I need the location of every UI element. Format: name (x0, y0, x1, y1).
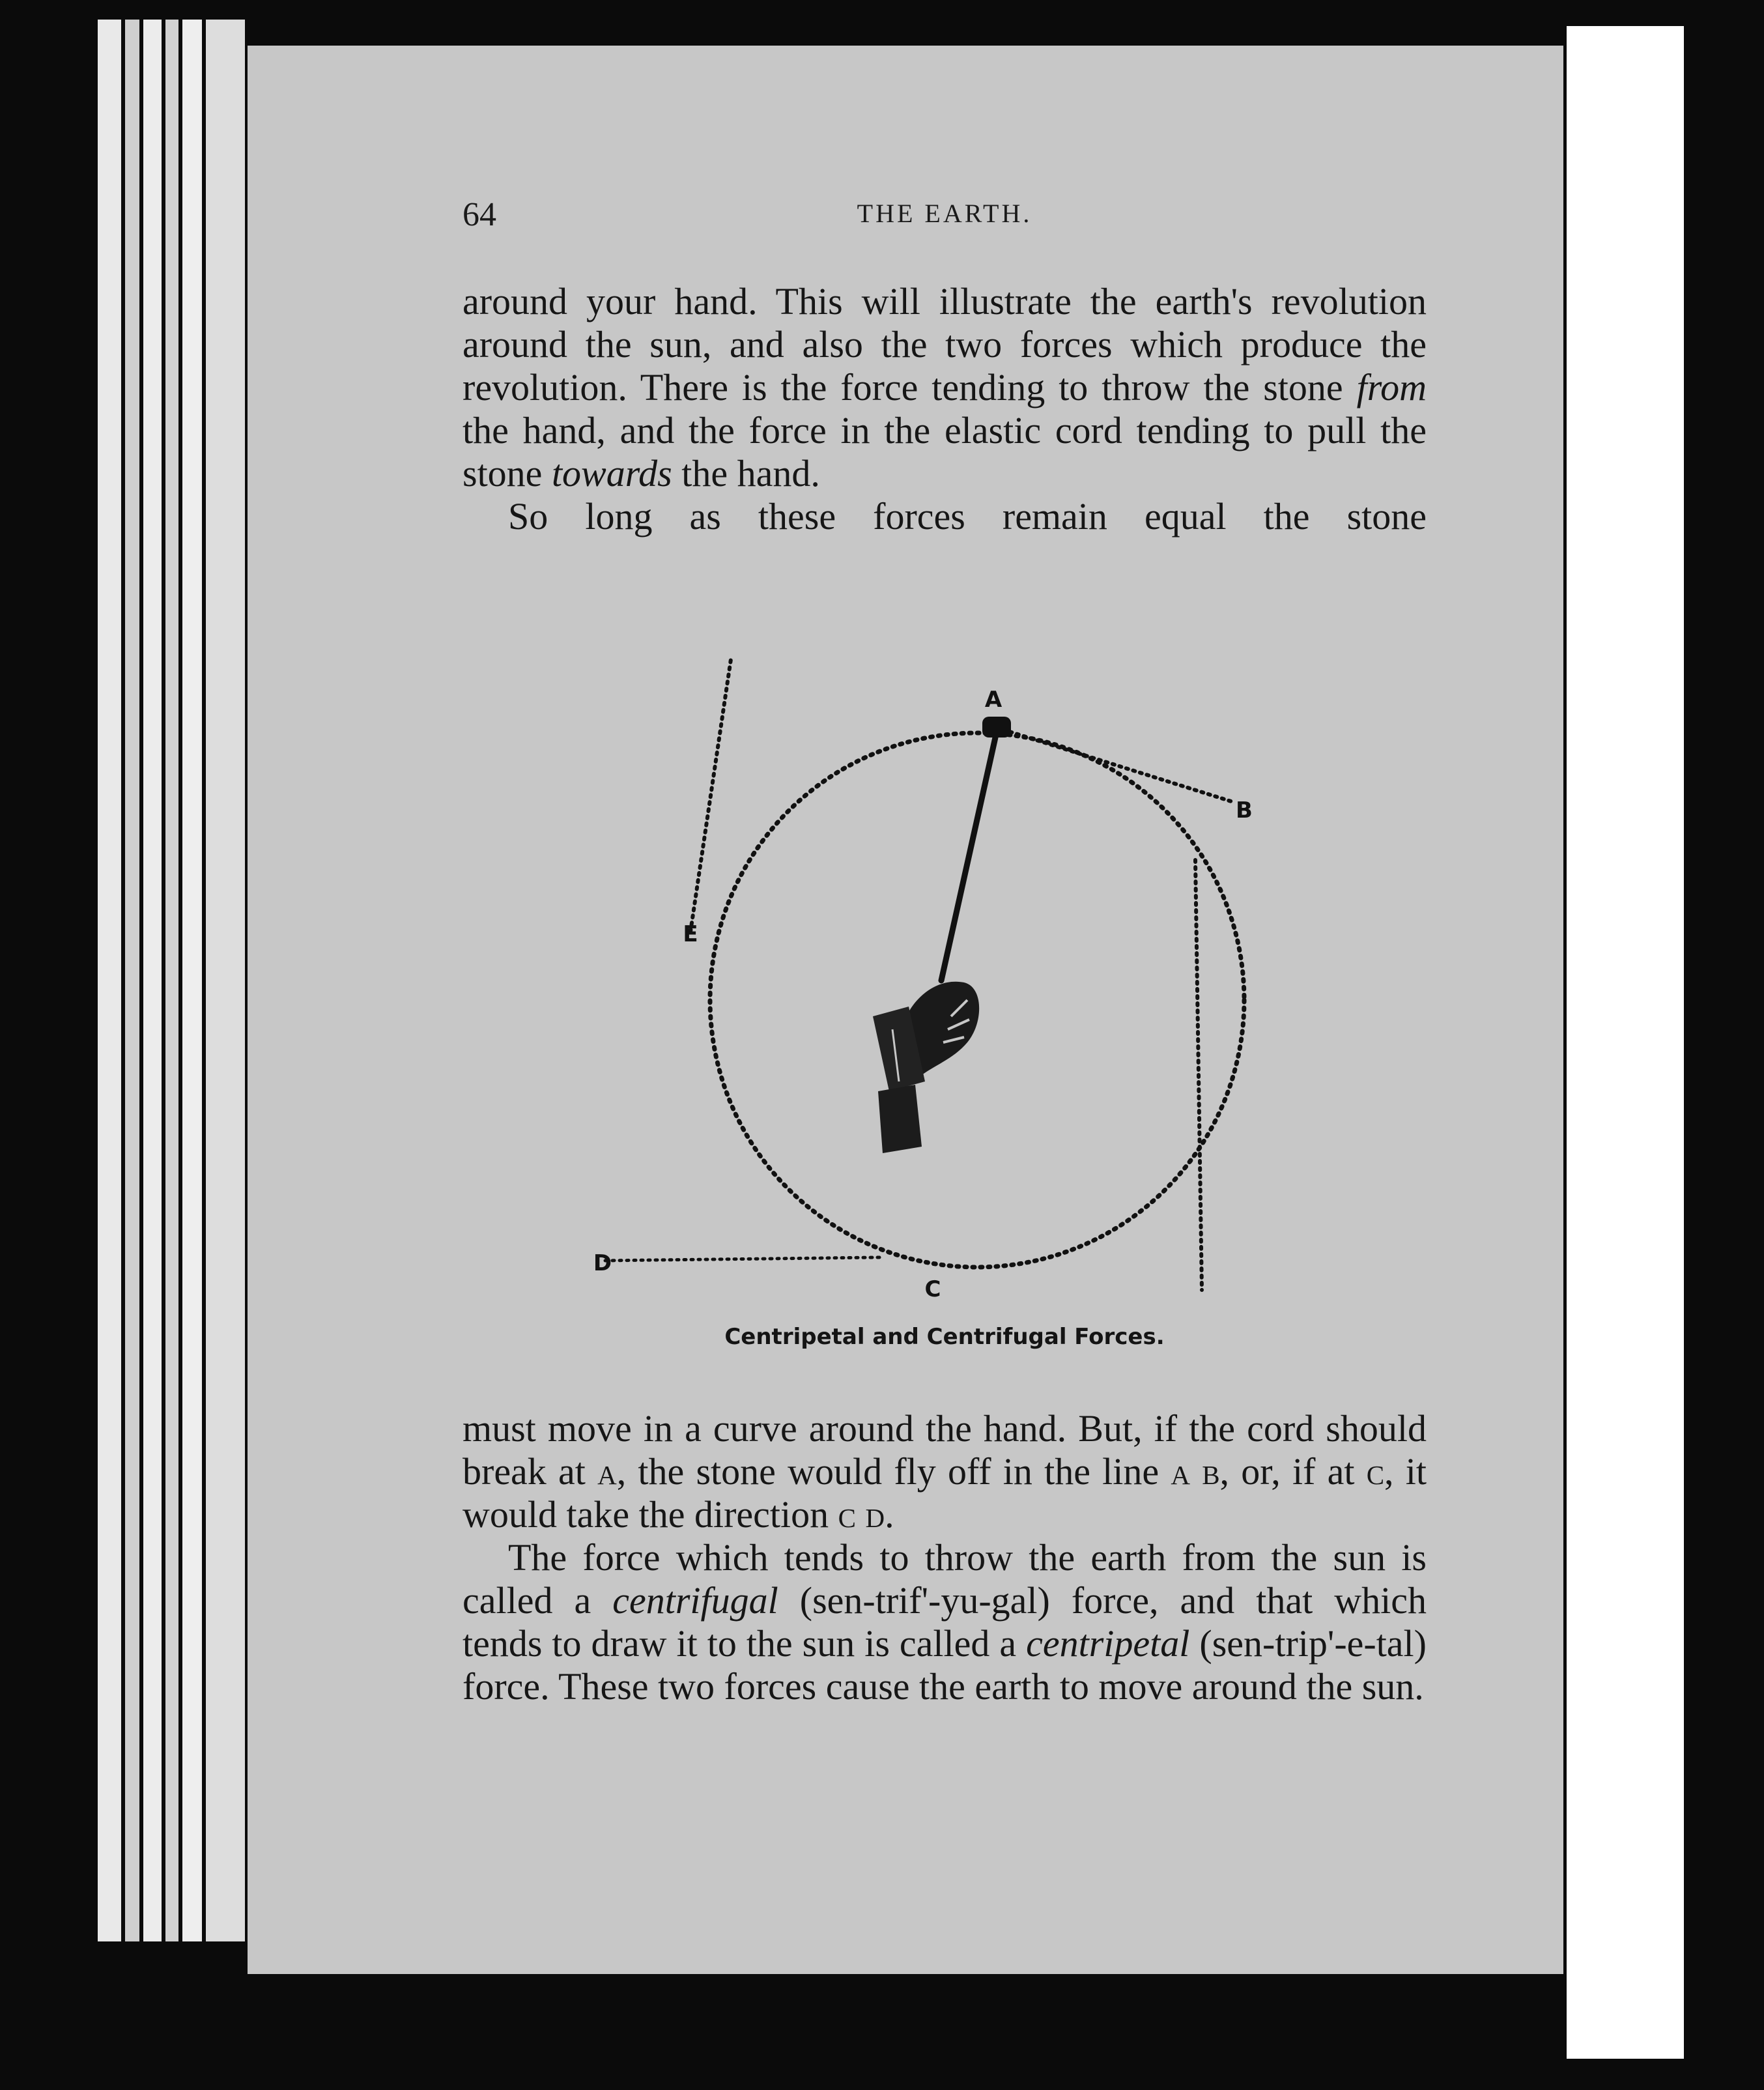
upper-text-block (462, 280, 1427, 538)
text-run: around your hand. This will illustrate the earth's revolution around the sun, and also the two forces which produce the revolution. There is the force tending to throw the stone (462, 280, 1427, 408)
running-head: THE EARTH. (857, 199, 1032, 228)
emphasis: centrifugal (612, 1579, 778, 1622)
text-run: , it would take the direction (462, 1450, 1427, 1536)
page-header (462, 195, 1427, 248)
text-run: , or, if at (1219, 1450, 1367, 1493)
label-d: D (593, 1250, 612, 1276)
paragraph (462, 1407, 1427, 1536)
text-run: . (885, 1493, 894, 1536)
paragraph (462, 280, 1427, 495)
label-e: E (683, 921, 698, 947)
tangent-line-cd (603, 1257, 879, 1261)
centripetal-centrifugal-diagram (586, 625, 1303, 1342)
page-edge (165, 20, 178, 1941)
facing-page-edge (1567, 26, 1684, 2059)
tangent-line-ab (1003, 730, 1231, 801)
emphasis: from (1356, 366, 1427, 408)
text-run: (sen-trif'-yu-gal) force, and that which tends to draw it to the sun is called a (462, 1579, 1427, 1665)
label-c: C (924, 1276, 941, 1302)
emphasis: towards (551, 452, 672, 494)
page-edge (182, 20, 202, 1941)
diagram-svg (586, 625, 1303, 1342)
stone (982, 717, 1011, 737)
small-caps-run: c (1366, 1450, 1385, 1493)
page-number: 64 (462, 196, 496, 233)
label-a: A (984, 687, 1003, 713)
small-caps-run: c d (838, 1493, 885, 1536)
page-edge (98, 20, 121, 1941)
paragraph: So long as these forces remain equal the stone (508, 495, 1427, 537)
text-run: the hand. (672, 452, 820, 494)
lower-text-block (462, 1407, 1427, 1708)
tangent-line-e (690, 659, 731, 932)
label-b: B (1236, 797, 1253, 823)
hand-illustration (873, 982, 979, 1153)
page-edge (143, 20, 162, 1941)
text-run: , the stone would fly off in the line (616, 1450, 1171, 1493)
small-caps-run: a b (1171, 1450, 1220, 1493)
text-run: must move in a curve around the hand. But, if the cord should break at (462, 1407, 1427, 1493)
text-run: the hand, and the force in the elastic cord tending to pull the stone (462, 409, 1427, 494)
figure-caption: Centripetal and Centrifugal Forces. (724, 1324, 1165, 1350)
page-edge (125, 20, 139, 1941)
page-edge (206, 20, 245, 1941)
small-caps-run: a (597, 1450, 617, 1493)
text-run: The force which tends to throw the earth from the sun is called a (462, 1536, 1427, 1622)
tangent-line-right (1195, 860, 1202, 1290)
text-run: (sen-trip'-e-tal) force. These two forces cause the earth to move around the sun. (462, 1622, 1427, 1708)
paragraph (462, 1536, 1427, 1708)
emphasis: centripetal (1026, 1622, 1190, 1665)
elastic-cord (941, 737, 995, 981)
